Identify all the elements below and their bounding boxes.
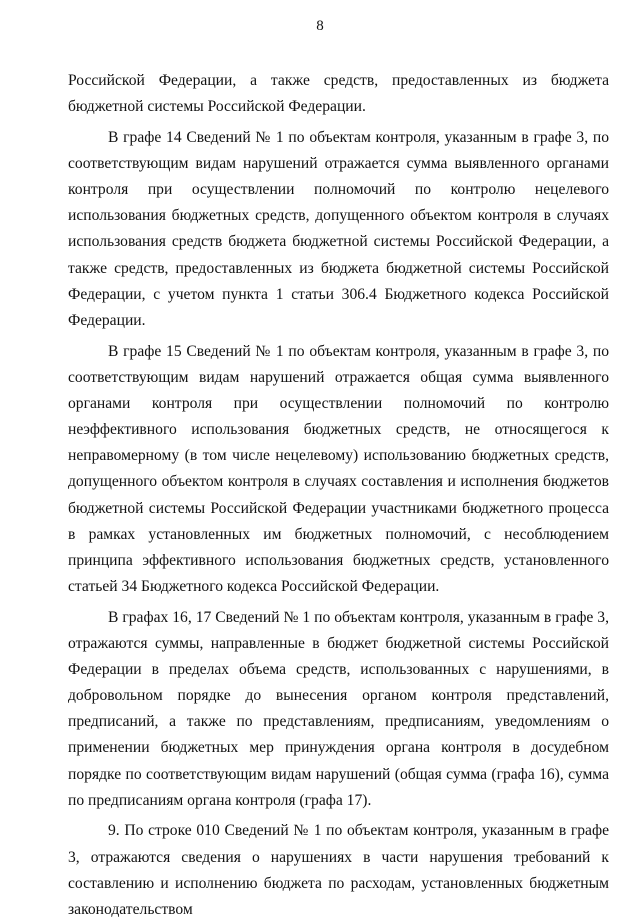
page-number: 8 (316, 18, 324, 34)
paragraph-column-14: В графе 14 Сведений № 1 по объектам контроля, указанным в графе 3, по соответствующим видам нарушений отражается сумма выявленного органами контроля при осуществлении полномочий по контролю нецелевого использования бюджетных средств, допущенного объектом контроля в случаях использования средств бюджета бюджетной системы Российской Федерации, а также средств, предоставленных из бюджета бюджетной системы Российской Федерации, с учетом пункта 1 статьи 306.4 Бюджетного кодекса Российской Федерации. (68, 128, 609, 329)
paragraph-continuation: Российской Федерации, а также средств, предоставленных из бюджета бюджетной системы Российской Федерации. (68, 72, 609, 116)
paragraph-column-15: В графе 15 Сведений № 1 по объектам контроля, указанным в графе 3, по соответствующим видам нарушений отражается общая сумма выявленного органами контроля при осуществлении полномочий по контролю неэффективного использования бюджетных средств, не относящегося к неправомерному (в том числе нецелевому) использованию бюджетных средств, допущенного объектом контроля в случаях составления и исполнения бюджетов бюджетной системы Российской Федерации участниками бюджетного процесса в рамках установленных им бюджетных полномочий, с несоблюдением принципа эффективного использования бюджетных средств, установленного статьей 34 Бюджетного кодекса Российской Федерации. (68, 342, 609, 595)
paragraph-columns-16-17: В графах 16, 17 Сведений № 1 по объектам контроля, указанным в графе 3, отражаются суммы, направленные в бюджет бюджетной системы Российской Федерации в пределах объема средств, использованных с нарушениями, в добровольном порядке до вынесения органом контроля представлений, предписаний, а также по представлениям, предписаниям, уведомлениям о применении бюджетных мер принуждения органа контроля в досудебном порядке по соответствующим видам нарушений (общая сумма (графа 16), сумма по предписаниям органа контроля (графа 17). (68, 608, 609, 809)
paragraph-item-9: 9. По строке 010 Сведений № 1 по объектам контроля, указанным в графе 3, отражаются сведения о нарушениях в части нарушения требований к составлению и исполнению бюджета по расходам, установленных бюджетным законодательством (68, 822, 609, 918)
document-body (68, 68, 609, 923)
